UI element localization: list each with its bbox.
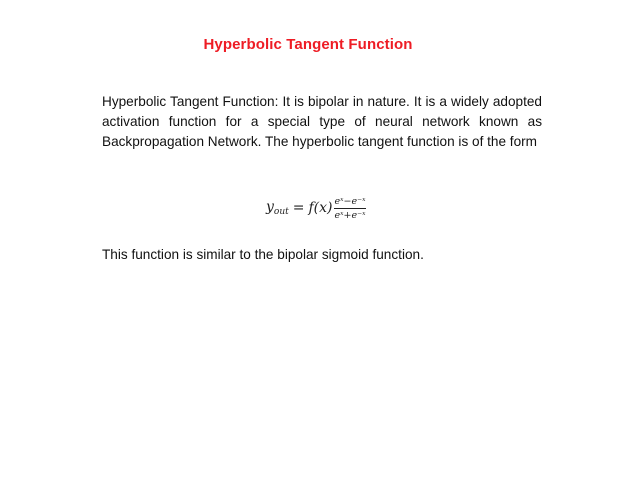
formula-numerator: eˣ−e⁻ˣ [334, 195, 366, 207]
slide-title: Hyperbolic Tangent Function [203, 36, 413, 53]
formula-fraction [334, 196, 367, 221]
formula-equals: = [292, 200, 305, 216]
tanh-formula [266, 191, 366, 225]
similarity-note: This function is similar to the bipolar sigmoid function. [102, 247, 424, 262]
formula-lhs-subscript: out [273, 207, 289, 217]
formula-lhs [266, 199, 289, 217]
description-paragraph: Hyperbolic Tangent Function: It is bipolar in nature. It is a widely adopted activation function for a special type of neural network known as Backpropagation Network. The hyperbolic tangent function is of the form [102, 94, 542, 149]
formula-denominator: eˣ+e⁻ˣ [334, 209, 366, 221]
formula-function: f(x) [308, 200, 333, 216]
formula-lhs-base: y [266, 199, 274, 215]
